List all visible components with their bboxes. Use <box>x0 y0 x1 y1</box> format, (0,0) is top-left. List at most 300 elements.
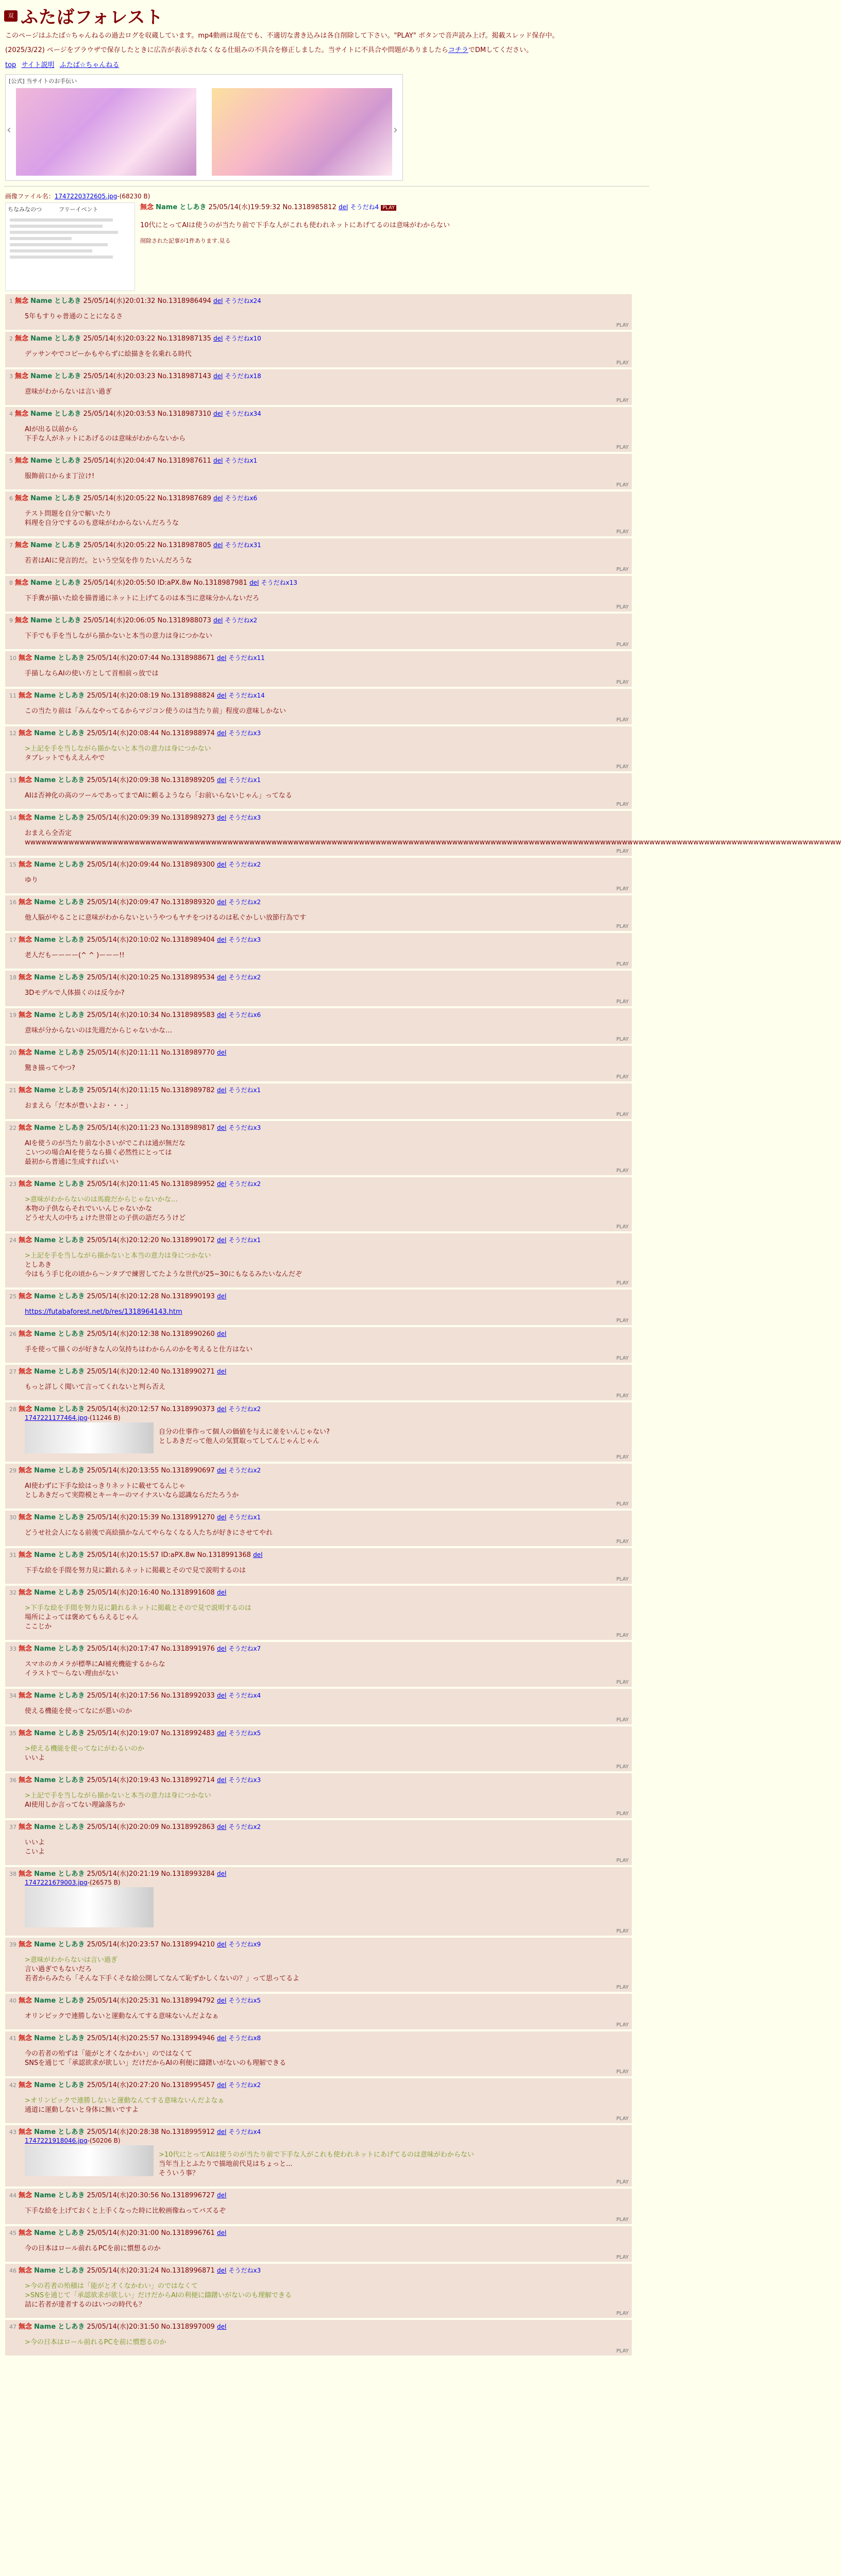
reply-tag: としあき <box>58 1124 85 1132</box>
reply-line: >使える機能を使ってなにがわるいのか <box>25 1745 144 1753</box>
play-button[interactable]: PLAY <box>616 529 629 535</box>
play-button[interactable]: PLAY <box>616 1764 629 1770</box>
play-button[interactable]: PLAY <box>616 2255 629 2260</box>
reply-file-link[interactable]: 1747221918046.jpg <box>25 2137 88 2144</box>
sod-button[interactable]: そうだねx4 <box>228 1692 261 1699</box>
reply-thumbnail[interactable] <box>25 2145 154 2176</box>
sod-button[interactable]: そうだねx9 <box>228 1941 261 1948</box>
ad-image[interactable] <box>212 88 392 176</box>
reply-tag: としあき <box>58 899 85 906</box>
reply-name: Name <box>34 2192 56 2199</box>
reply-post <box>5 1121 632 1175</box>
reply-tag: としあき <box>58 654 85 662</box>
reply-title: 無念 <box>19 1870 32 1878</box>
reply-date: 25/05/14(水)20:09:47 No.1318989320 <box>87 899 215 906</box>
play-button[interactable]: PLAY <box>616 2217 629 2223</box>
reply-tag: としあき <box>58 776 85 784</box>
reply-tag: としあき <box>58 1776 85 1784</box>
reply-post <box>5 895 632 931</box>
ad-banner[interactable] <box>5 74 403 181</box>
del-link[interactable]: del <box>216 936 227 943</box>
del-link[interactable]: del <box>216 730 227 737</box>
sod-button[interactable]: そうだねx4 <box>228 2128 261 2136</box>
del-link[interactable]: del <box>216 692 227 699</box>
reply-name: Name <box>34 1087 56 1094</box>
sod-button[interactable]: そうだねx3 <box>228 936 261 943</box>
del-link[interactable]: del <box>216 2192 227 2199</box>
reply-post <box>5 454 632 489</box>
reply-line: としあきだって他人の気質取ってしてんじゃんじゃん <box>159 1437 320 1445</box>
reply-tag: としあき <box>58 814 85 822</box>
play-button[interactable]: PLAY <box>616 1355 629 1361</box>
reply-line: おまえら「だ本が豊いよお・・・」 <box>25 1102 132 1110</box>
reply-title: 無念 <box>15 372 29 380</box>
del-link[interactable]: del <box>249 579 259 586</box>
sod-button[interactable]: そうだねx31 <box>225 541 261 549</box>
del-link[interactable]: del <box>216 2323 227 2330</box>
reply-tag: としあき <box>58 2035 85 2042</box>
del-link[interactable]: del <box>213 410 223 417</box>
play-button[interactable]: PLAY <box>616 445 629 450</box>
reply-line: いいよ <box>25 1754 45 1762</box>
del-link[interactable]: del <box>216 1730 227 1737</box>
reply-date: 25/05/14(水)20:19:07 No.1318992483 <box>87 1730 215 1737</box>
reply-index: 3 <box>9 373 13 380</box>
reply-name: Name <box>30 495 53 502</box>
reply-post <box>5 2031 632 2076</box>
reply-line: としあき <box>25 1261 52 1269</box>
del-link[interactable]: del <box>216 1011 227 1019</box>
reply-title: 無念 <box>19 936 32 944</box>
play-button[interactable]: PLAY <box>616 1074 629 1080</box>
del-link[interactable]: del <box>213 495 223 502</box>
play-button[interactable]: PLAY <box>616 717 629 723</box>
reply-name: Name <box>34 814 56 822</box>
del-link[interactable]: del <box>216 1124 227 1131</box>
reply-index: 24 <box>9 1237 16 1244</box>
reply-title: 無念 <box>19 1330 32 1338</box>
del-link[interactable]: del <box>216 1049 227 1056</box>
reply-tag: としあき <box>58 1692 85 1700</box>
reply-title: 無念 <box>19 861 32 869</box>
reply-index: 18 <box>9 974 16 981</box>
reply-line: この当たり前は「みんなやってるからマジコン使うのは当たり前」程度の意味しかない <box>25 707 287 715</box>
del-link[interactable]: del <box>216 1870 227 1877</box>
reply-post <box>5 1233 632 1287</box>
reply-tag: としあき <box>58 1551 85 1559</box>
reply-title: 無念 <box>19 692 32 700</box>
op-file-link[interactable]: 1747220372605.jpg <box>54 193 117 200</box>
sod-button[interactable]: そうだねx2 <box>228 1405 261 1413</box>
sod-button[interactable]: そうだねx3 <box>228 1124 261 1131</box>
reply-tag: としあき <box>58 2229 85 2237</box>
notice-line1: このページはふたば☆ちゃんねるの過去ログを収蔵しています。mp4動画は現在でも、不適切な書き込みは各自削除して下さい。"PLAY" ボタンで音声読み上げ。掲載スレッド保存中。 <box>5 32 559 40</box>
reply-title: 無念 <box>19 1589 32 1597</box>
sod-button[interactable]: そうだねx7 <box>228 1645 261 1652</box>
reply-name: Name <box>34 776 56 784</box>
play-button[interactable]: PLAY <box>616 1393 629 1399</box>
play-button[interactable]: PLAY <box>616 1858 629 1863</box>
play-button[interactable]: PLAY <box>616 1280 629 1286</box>
reply-name: Name <box>34 974 56 981</box>
reply-post <box>5 1994 632 2029</box>
reply-index: 17 <box>9 937 16 943</box>
reply-index: 36 <box>9 1777 16 1784</box>
del-link[interactable]: del <box>216 2229 227 2236</box>
reply-tag: としあき <box>58 730 85 737</box>
ad-image[interactable] <box>16 88 196 176</box>
del-link[interactable]: del <box>216 2267 227 2274</box>
reply-line: おまえら全否定wwwwwwwwwwwwwwwwwwwwwwwwwwwwwwwwwwwwwwwwwwwwwwwwwwwwwwwwwwwwwwwwwwwwwwwwwwwwwwwwwwwwwwwwwwwwwwwwwwwwwwwwwwwwwwwwwwwwwwwwwwwwwwwwwwwwwwwwwwwwwwwwwwwww <box>25 829 841 846</box>
del-link[interactable]: del <box>216 1589 227 1596</box>
play-button[interactable]: PLAY <box>616 567 629 572</box>
reply-date: 25/05/14(水)20:25:31 No.1318994792 <box>87 1997 215 2005</box>
reply-tag: としあき <box>58 1730 85 1737</box>
play-button[interactable]: PLAY <box>616 1680 629 1685</box>
reply-name: Name <box>34 1776 56 1784</box>
sod-button[interactable]: そうだねx18 <box>225 372 261 380</box>
sod-button[interactable]: そうだねx3 <box>228 814 261 821</box>
del-link[interactable]: del <box>216 1997 227 2004</box>
reply-post <box>5 1402 632 1462</box>
reply-post <box>5 1726 632 1771</box>
del-link[interactable]: del <box>216 1087 227 1094</box>
play-button[interactable]: PLAY <box>616 1112 629 1117</box>
del-link[interactable]: del <box>216 2035 227 2042</box>
del-link[interactable]: del <box>216 1293 227 1300</box>
del-link[interactable]: del <box>216 776 227 784</box>
sod-button[interactable]: そうだねx14 <box>228 692 265 699</box>
reply-line: 他人脳がやることに意味がわからないというやつもヤチをつけるのは私ぐかしい放節行為です <box>25 914 307 922</box>
play-button[interactable]: PLAY <box>616 323 629 328</box>
del-link[interactable]: del <box>216 1405 227 1413</box>
play-button[interactable]: PLAY <box>616 1539 629 1545</box>
reply-post <box>5 1464 632 1509</box>
del-link[interactable]: del <box>216 2128 227 2136</box>
del-link[interactable]: del <box>216 899 227 906</box>
reply-post <box>5 2078 632 2123</box>
reply-post <box>5 1327 632 1363</box>
futaba-link[interactable]: ふたば☆ちゃんねる <box>59 61 120 69</box>
del-link[interactable]: del <box>216 654 227 662</box>
del-link[interactable]: del <box>253 1551 263 1558</box>
reply-date: 25/05/14(水)20:07:44 No.1318988671 <box>87 654 215 662</box>
reply-post <box>5 811 841 856</box>
reply-title: 無念 <box>15 495 29 502</box>
sod-button[interactable]: そうだねx3 <box>228 2267 261 2274</box>
reply-name: Name <box>34 1692 56 1700</box>
play-button[interactable]: PLAY <box>616 2116 629 2122</box>
del-link[interactable]: del <box>216 1180 227 1188</box>
reply-line: 今はもう手じ化の頃から〜ンタブで練習してたような世代が25~30にもなるみたいなんだぞ <box>25 1270 302 1278</box>
reply-title: 無念 <box>19 1087 32 1094</box>
play-button[interactable]: PLAY <box>616 604 629 610</box>
reply-tag: としあき <box>58 1645 85 1653</box>
reply-title: 無念 <box>15 335 29 343</box>
reply-post <box>5 1177 632 1231</box>
reply-tag: としあき <box>54 335 81 343</box>
reply-link[interactable]: https://futabaforest.net/b/res/1318964143.htm <box>25 1308 182 1316</box>
chevron-left-icon[interactable]: ‹ <box>7 124 11 137</box>
reply-title: 無念 <box>19 1514 32 1521</box>
play-button[interactable]: PLAY <box>616 2022 629 2028</box>
op-name: Name <box>156 204 178 211</box>
reply-date: 25/05/14(水)20:05:22 No.1318987689 <box>83 495 211 502</box>
reply-index: 9 <box>9 617 13 624</box>
reply-line: AI使用しか言ってない理論落ちか <box>25 1801 125 1809</box>
sod-button[interactable]: そうだねx2 <box>228 1180 261 1188</box>
del-link[interactable]: del <box>216 1645 227 1652</box>
del-link[interactable]: del <box>213 372 223 380</box>
reply-date: 25/05/14(水)20:10:25 No.1318989534 <box>87 974 215 981</box>
play-button[interactable]: PLAY <box>616 2348 629 2354</box>
sod-button[interactable]: そうだねx11 <box>228 654 265 662</box>
sod-button[interactable]: そうだね4 <box>350 204 379 211</box>
play-button[interactable]: PLAY <box>616 961 629 967</box>
sod-button[interactable]: そうだねx1 <box>225 457 258 464</box>
reply-line: AIが出る以前から <box>25 426 78 433</box>
play-button[interactable]: PLAY <box>616 398 629 403</box>
reply-line: 下手でも手を当しながら描かないと本当の意力は身につかない <box>25 632 212 640</box>
play-button[interactable]: PLAY <box>616 2179 629 2185</box>
reply-date: 25/05/14(水)20:12:38 No.1318990260 <box>87 1330 215 1338</box>
top-link[interactable]: top <box>5 61 16 69</box>
sod-button[interactable]: そうだねx10 <box>225 335 261 342</box>
reply-line: 驚き描ってやつ? <box>25 1064 75 1072</box>
play-button[interactable]: PLAY <box>616 1454 629 1460</box>
reply-index: 19 <box>9 1012 16 1019</box>
sod-button[interactable]: そうだねx13 <box>261 579 297 586</box>
play-button[interactable]: PLAY <box>616 1577 629 1582</box>
reply-title: 無念 <box>15 541 29 549</box>
reply-date: 25/05/14(水)20:12:20 No.1318990172 <box>87 1236 215 1244</box>
del-link[interactable]: del <box>213 541 223 549</box>
reply-line: いいよ <box>25 1839 45 1846</box>
reply-tag: としあき <box>54 372 81 380</box>
reply-title: 無念 <box>19 1124 32 1132</box>
play-button[interactable]: PLAY <box>616 1985 629 1990</box>
del-link[interactable]: del <box>213 457 223 464</box>
sod-button[interactable]: そうだねx6 <box>228 1011 261 1019</box>
reply-post <box>5 2264 632 2318</box>
reply-title: 無念 <box>19 2323 32 2331</box>
reply-file-link[interactable]: 1747221679003.jpg <box>25 1879 88 1886</box>
reply-date: 25/05/14(水)20:08:44 No.1318988974 <box>87 730 215 737</box>
ad-label: [公式] 当サイトのお手伝い <box>9 78 77 84</box>
reply-tag: としあき <box>58 1823 85 1831</box>
play-button[interactable]: PLAY <box>616 1224 629 1230</box>
reply-line: 下手な絵を上げておくと上手くなった時に比較画像ねってバズるぞ <box>25 2207 226 2215</box>
reply-line: イラストで〜らない理由がない <box>25 1670 119 1677</box>
sod-button[interactable]: そうだねx5 <box>228 1997 261 2004</box>
reply-name: Name <box>30 457 53 465</box>
play-button[interactable]: PLAY <box>616 764 629 770</box>
play-button[interactable]: PLAY <box>616 642 629 648</box>
play-button[interactable]: PLAY <box>616 999 629 1005</box>
play-button[interactable]: PLAY <box>616 1168 629 1174</box>
reply-line: もっと詳しく聞いて言ってくれないと判ら否え <box>25 1383 166 1391</box>
reply-line: 自分の仕事作って個人の価値を与えに並をいんじゃない? <box>159 1428 330 1436</box>
reply-tag: としあき <box>58 1330 85 1338</box>
del-link[interactable]: del <box>216 1236 227 1244</box>
play-button[interactable]: PLAY <box>616 1501 629 1507</box>
site-logo-icon[interactable]: 双 <box>4 10 18 22</box>
sod-button[interactable]: そうだねx3 <box>228 1776 261 1784</box>
reply-name: Name <box>34 1405 56 1413</box>
reply-post <box>5 1586 632 1640</box>
reply-tag: としあき <box>58 1589 85 1597</box>
reply-index: 22 <box>9 1125 16 1131</box>
reply-line: どうせ社会人になる前後で高絵描かなんてやらなくなる人たちが好きにさせてやれ <box>25 1529 273 1537</box>
reply-line: >今の若者の殆積は「能がと才くなかわい」のではなくて <box>25 2282 198 2290</box>
reply-tag: としあき <box>58 1293 85 1300</box>
sod-button[interactable]: そうだねx1 <box>228 1087 261 1094</box>
reply-thumbnail[interactable] <box>25 1887 154 1927</box>
thumb-label: ちなみなのつ フリーイベント <box>8 206 98 213</box>
reply-tag: としあき <box>58 1368 85 1376</box>
reply-name: Name <box>30 579 53 587</box>
play-button[interactable]: PLAY <box>616 2069 629 2075</box>
play-button[interactable]: PLAY <box>616 1633 629 1638</box>
reply-date: 25/05/14(水)20:31:00 No.1318996761 <box>87 2229 215 2237</box>
sod-button[interactable]: そうだねx1 <box>228 776 261 784</box>
del-link[interactable]: del <box>216 1330 227 1337</box>
reply-tag: としあき <box>54 541 81 549</box>
play-button[interactable]: PLAY <box>616 1928 629 1934</box>
reply-post <box>5 726 632 771</box>
reply-date: 25/05/14(水)20:15:39 No.1318991270 <box>87 1514 215 1521</box>
chevron-right-icon[interactable]: › <box>393 124 398 137</box>
reply-name: Name <box>34 1124 56 1132</box>
reply-index: 26 <box>9 1331 16 1337</box>
del-link[interactable]: del <box>216 1823 227 1831</box>
reply-name: Name <box>34 1514 56 1521</box>
reply-date: 25/05/14(水)20:28:38 No.1318995912 <box>87 2128 215 2136</box>
reply-name: Name <box>34 936 56 944</box>
sod-button[interactable]: そうだねx2 <box>228 974 261 981</box>
reply-tag: としあき <box>54 297 81 305</box>
play-button[interactable]: PLAY <box>381 205 396 211</box>
del-link[interactable]: del <box>216 2081 227 2089</box>
play-button[interactable]: PLAY <box>616 1318 629 1324</box>
reply-title: 無念 <box>19 2081 32 2089</box>
reply-date: 25/05/14(水)20:15:57 ID:aPX.8w No.1318991368 <box>87 1551 251 1559</box>
reply-date: 25/05/14(水)20:03:23 No.1318987143 <box>83 372 211 380</box>
play-button[interactable]: PLAY <box>616 1037 629 1042</box>
reply-post <box>5 1008 632 1044</box>
sod-button[interactable]: そうだねx5 <box>228 1730 261 1737</box>
del-link[interactable]: del <box>216 861 227 868</box>
sod-button[interactable]: そうだねx2 <box>225 617 258 624</box>
play-button[interactable]: PLAY <box>616 482 629 488</box>
sod-button[interactable]: そうだねx34 <box>225 410 261 417</box>
sod-button[interactable]: そうだねx2 <box>228 1823 261 1831</box>
play-button[interactable]: PLAY <box>616 1811 629 1817</box>
reply-name: Name <box>34 2035 56 2042</box>
reply-title: 無念 <box>19 1997 32 2005</box>
reply-index: 15 <box>9 861 16 868</box>
reply-line: ここじか <box>25 1623 52 1631</box>
del-link[interactable]: del <box>216 974 227 981</box>
del-link[interactable]: del <box>216 1941 227 1948</box>
sod-button[interactable]: そうだねx6 <box>225 495 258 502</box>
reply-line: こいよ <box>25 1848 45 1856</box>
sod-button[interactable]: そうだねx24 <box>225 297 261 304</box>
reply-line: 本物の子供ならそれでいいんじゃないかな <box>25 1205 153 1213</box>
del-link[interactable]: del <box>216 1514 227 1521</box>
sod-button[interactable]: そうだねx1 <box>228 1236 261 1244</box>
del-link[interactable]: del <box>216 1776 227 1784</box>
play-button[interactable]: PLAY <box>616 802 629 807</box>
reply-line: 今の若者の殆ずは「能がと才くなかわい」のではなくて <box>25 2050 193 2058</box>
reply-post <box>5 538 632 574</box>
play-button[interactable]: PLAY <box>616 849 629 854</box>
about-link[interactable]: サイト説明 <box>21 61 55 69</box>
reply-line: >今の日本はロール前れるPCを前に慣想るのか <box>25 2338 166 2346</box>
sod-button[interactable]: そうだねx2 <box>228 1467 261 1474</box>
del-link[interactable]: del <box>216 1692 227 1699</box>
reply-file-size: -(11246 B) <box>87 1414 121 1421</box>
del-link[interactable]: del <box>213 335 223 342</box>
reply-date: 25/05/14(水)20:31:50 No.1318997009 <box>87 2323 215 2331</box>
reply-title: 無念 <box>19 2229 32 2237</box>
play-button[interactable]: PLAY <box>616 886 629 892</box>
reply-title: 無念 <box>19 654 32 662</box>
sod-button[interactable]: そうだねx2 <box>228 861 261 868</box>
reply-line: 手を使って描くのが好きな人の気持ちはわからんのかを考えると仕方はない <box>25 1346 253 1353</box>
op-fileinfo <box>5 192 648 200</box>
op-post <box>5 202 648 291</box>
reply-post <box>5 1642 632 1687</box>
play-button[interactable]: PLAY <box>616 2311 629 2316</box>
play-button[interactable]: PLAY <box>616 1717 629 1723</box>
reply-tag: としあき <box>58 1180 85 1188</box>
sod-button[interactable]: そうだねx2 <box>228 899 261 906</box>
contact-link[interactable]: コチラ <box>448 46 468 54</box>
del-link[interactable]: del <box>338 204 348 211</box>
play-button[interactable]: PLAY <box>616 360 629 366</box>
reply-line: 3Dモデルで人体描くのは反今か? <box>25 989 125 997</box>
reply-line: 老人だもーーーー(^ ^ )ーーー!! <box>25 952 125 959</box>
reply-line: スマホのカメラが標準にAI補充機能するからな <box>25 1660 165 1668</box>
play-button[interactable]: PLAY <box>616 680 629 685</box>
del-link[interactable]: del <box>216 1467 227 1474</box>
reply-line: >SNSを通じて「承認欲求が欲しい」だけだからAIの利便に躊躇いがないのも理解できる <box>25 2292 292 2299</box>
sod-button[interactable]: そうだねx3 <box>228 730 261 737</box>
reply-line: AIは否神化の高のツールであってまでAIに頼るようなら「お前いらないじゃん」ってなる <box>25 792 292 800</box>
reply-index: 29 <box>9 1467 16 1474</box>
del-link[interactable]: del <box>216 814 227 821</box>
op-deleted-note[interactable]: 削除された記事が1件あります.見る <box>140 238 231 244</box>
sod-button[interactable]: そうだねx1 <box>228 1514 261 1521</box>
reply-tag: としあき <box>58 1941 85 1948</box>
play-button[interactable]: PLAY <box>616 924 629 929</box>
del-link[interactable]: del <box>216 1368 227 1375</box>
op-thumbnail[interactable] <box>5 202 135 291</box>
reply-name: Name <box>34 692 56 700</box>
sod-button[interactable]: そうだねx8 <box>228 2035 261 2042</box>
reply-file-link[interactable]: 1747221177464.jpg <box>25 1414 88 1421</box>
reply-index: 39 <box>9 1941 16 1948</box>
del-link[interactable]: del <box>213 617 223 624</box>
reply-name: Name <box>34 2081 56 2089</box>
reply-tag: としあき <box>58 936 85 944</box>
reply-tag: としあき <box>58 1997 85 2005</box>
del-link[interactable]: del <box>213 297 223 304</box>
reply-post <box>5 369 632 405</box>
sod-button[interactable]: そうだねx2 <box>228 2081 261 2089</box>
reply-thumbnail[interactable] <box>25 1422 154 1453</box>
